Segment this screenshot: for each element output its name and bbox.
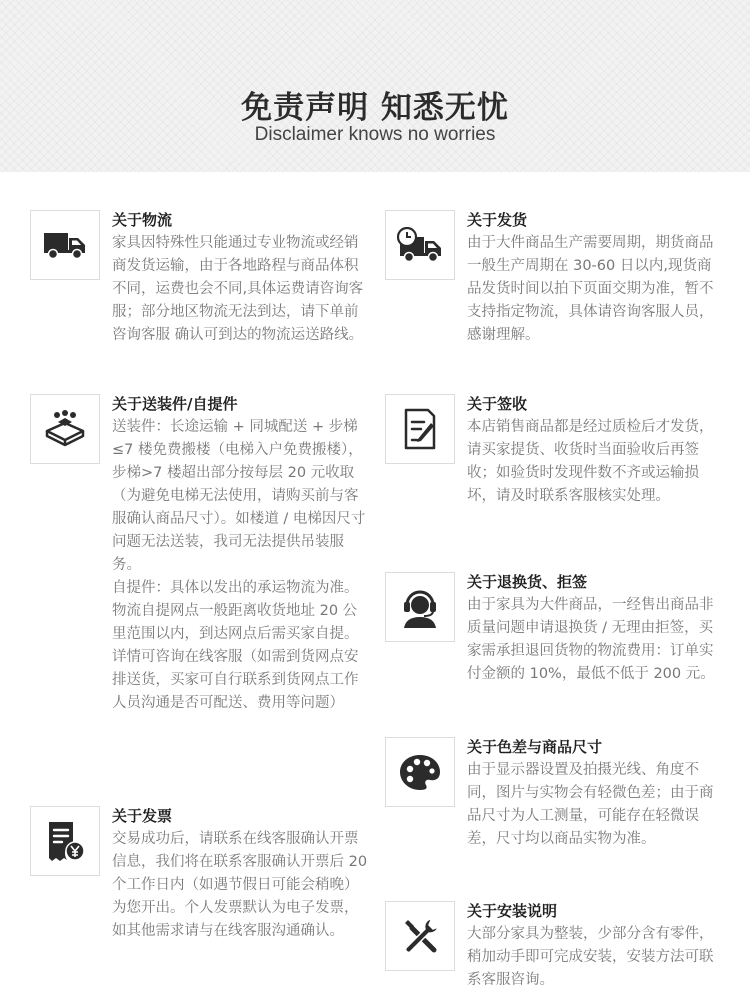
item-title: 关于物流 [112, 211, 173, 229]
item-title: 关于色差与商品尺寸 [467, 738, 603, 756]
item-body: 大部分家具为整装，少部分含有零件，稍加动手即可完成安装，安装方法可联系客服咨询。 [467, 926, 714, 988]
item-body: 由于显示器设置及拍摄光线、角度不同，图片与实物会有轻微色差；由于商品尺寸为人工测量，可能存在轻微误差，尺寸均以商品实物为准。 [467, 762, 714, 847]
item-body: 交易成功后，请联系在线客服确认开票信息，我们将在联系客服确认开票后 20 个工作日内（如遇节假日可能会稍晚）为您开出。个人发票默认为电子发票，如其他需求请与在线客服沟通确认。 [112, 831, 368, 939]
page-title: 免责声明 知悉无忧 [241, 90, 509, 126]
item-title: 关于送装件/自提件 [112, 395, 238, 413]
item-body: 送装件：长途运输 + 同城配送 + 步梯≤7 楼免费搬楼（电梯入户免费搬楼），步梯>7 楼超出部分按每层 20 元收取（为避免电梯无法使用，请购买前与客服确认商品尺寸）。如楼道 / 电梯因尺寸问题无法送装，我司无法提供吊装服务。 [112, 419, 366, 573]
box-cube-icon [30, 394, 100, 464]
sign-document-icon [385, 394, 455, 464]
truck-icon [30, 210, 100, 280]
item-title: 关于退换货、拒签 [467, 573, 588, 591]
item-body: 由于家具为大件商品，一经售出商品非质量问题申请退换货 / 无理由拒签，买家需承担退回货物的物流费用：订单实付金额的 10%，最低不低于 200 元。 [467, 597, 715, 682]
item-body: 家具因特殊性只能通过专业物流或经销商发货运输，由于各地路程与商品体积不同，运费也会不同,具体运费请咨询客服；部分地区物流无法到达，请下单前咨询客服 确认可到达的物流运送路线。 [112, 235, 364, 343]
wrench-screwdriver-icon [385, 901, 455, 971]
item-title: 关于发货 [467, 211, 528, 229]
item-body-pickup: 自提件：具体以发出的承运物流为准。物流自提网点一般距离收货地址 20 公里范围以内，到达网点后需买家自提。详情可咨询在线客服（如需到货网点安排送货，买家可自行联系到货网点工作人员沟通是否可配送、费用等问题） [112, 580, 359, 711]
item-title: 关于签收 [467, 395, 528, 413]
item-title: 关于发票 [112, 807, 173, 825]
invoice-icon [30, 806, 100, 876]
item-title: 关于安装说明 [467, 902, 558, 920]
item-body: 本店销售商品都是经过质检后才发货，请买家提货、收货时当面验收后再签收；如验货时发现件数不齐或运输损坏，请及时联系客服核实处理。 [467, 419, 714, 504]
truck-clock-icon [385, 210, 455, 280]
palette-icon [385, 737, 455, 807]
page-subtitle: Disclaimer knows no worries [254, 124, 496, 145]
header-banner [0, 0, 750, 172]
customer-service-icon [385, 572, 455, 642]
item-body: 由于大件商品生产需要周期，期货商品一般生产周期在 30-60 日以内,现货商品发货时间以拍下页面交期为准，暂不支持指定物流，具体请咨询客服人员，感谢理解。 [467, 235, 714, 343]
